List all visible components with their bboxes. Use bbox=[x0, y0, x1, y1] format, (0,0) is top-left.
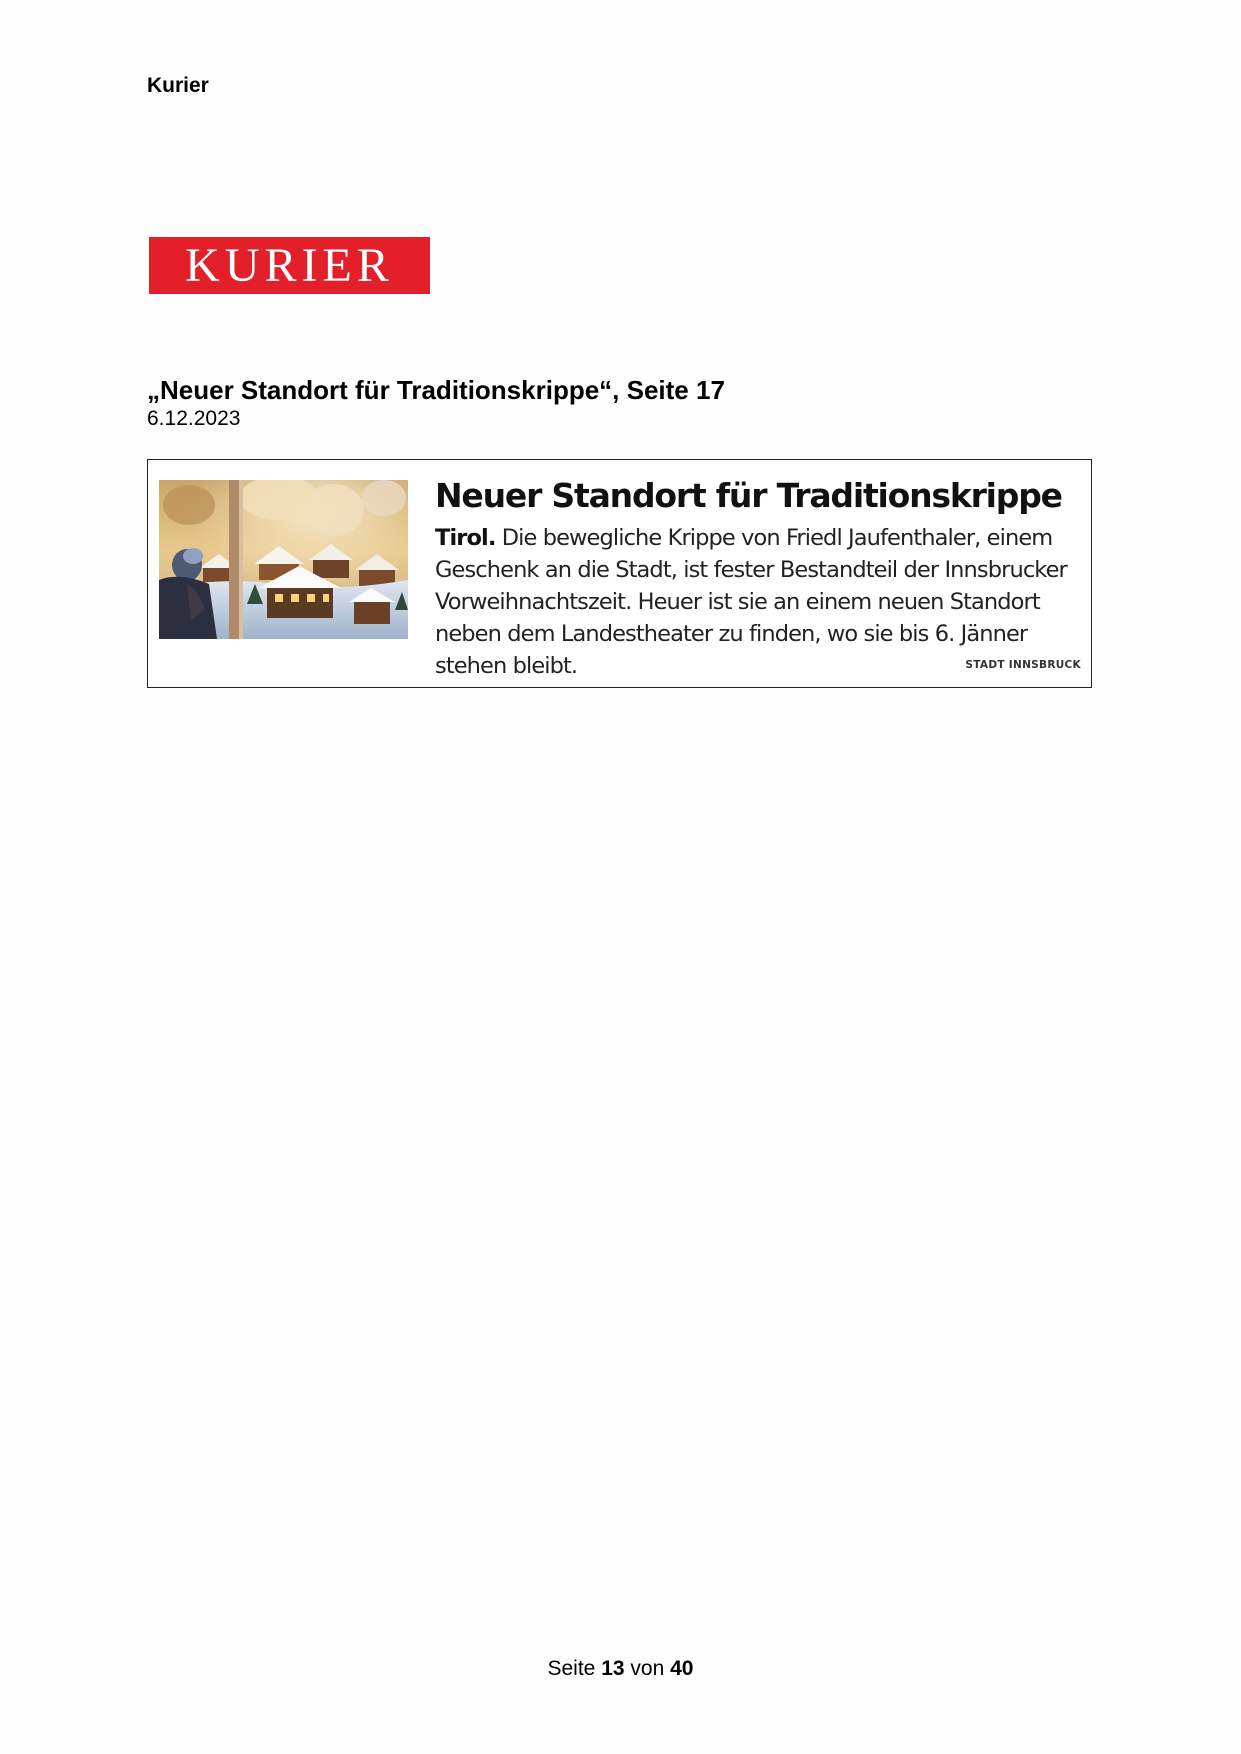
clipping-body bbox=[435, 522, 1085, 682]
photo-credit: STADT INNSBRUCK bbox=[965, 659, 1081, 671]
footer-prefix: Seite bbox=[547, 1657, 596, 1680]
kurier-logo bbox=[149, 237, 430, 294]
logo-text: KURIER bbox=[185, 238, 394, 292]
clipping-title: Neuer Standort für Traditionskrippe bbox=[435, 476, 1062, 515]
footer-separator: von bbox=[630, 1657, 665, 1680]
page-footer bbox=[0, 1657, 1241, 1681]
footer-page-number: 13 bbox=[601, 1657, 625, 1680]
clipping-body-text: Die bewegliche Krippe von Friedl Jaufenthaler, einem Geschenk an die Stadt, ist fester Bestandteil der Innsbrucker Vorweihnachtszeit. Heuer ist sie an einem neuen Standort neben dem Landestheater zu finden, wo sie bis 6. Jänner stehen bleibt. bbox=[435, 525, 1067, 679]
article-heading: „Neuer Standort für Traditionskrippe“, Seite 17 bbox=[147, 375, 725, 405]
footer-page-total: 40 bbox=[670, 1657, 694, 1680]
newspaper-clipping bbox=[147, 459, 1092, 688]
source-name: Kurier bbox=[147, 74, 209, 97]
clipping-text bbox=[435, 474, 1085, 682]
clipping-lead: Tirol. bbox=[435, 525, 496, 551]
clipping-photo bbox=[159, 480, 408, 639]
article-date: 6.12.2023 bbox=[147, 407, 241, 430]
